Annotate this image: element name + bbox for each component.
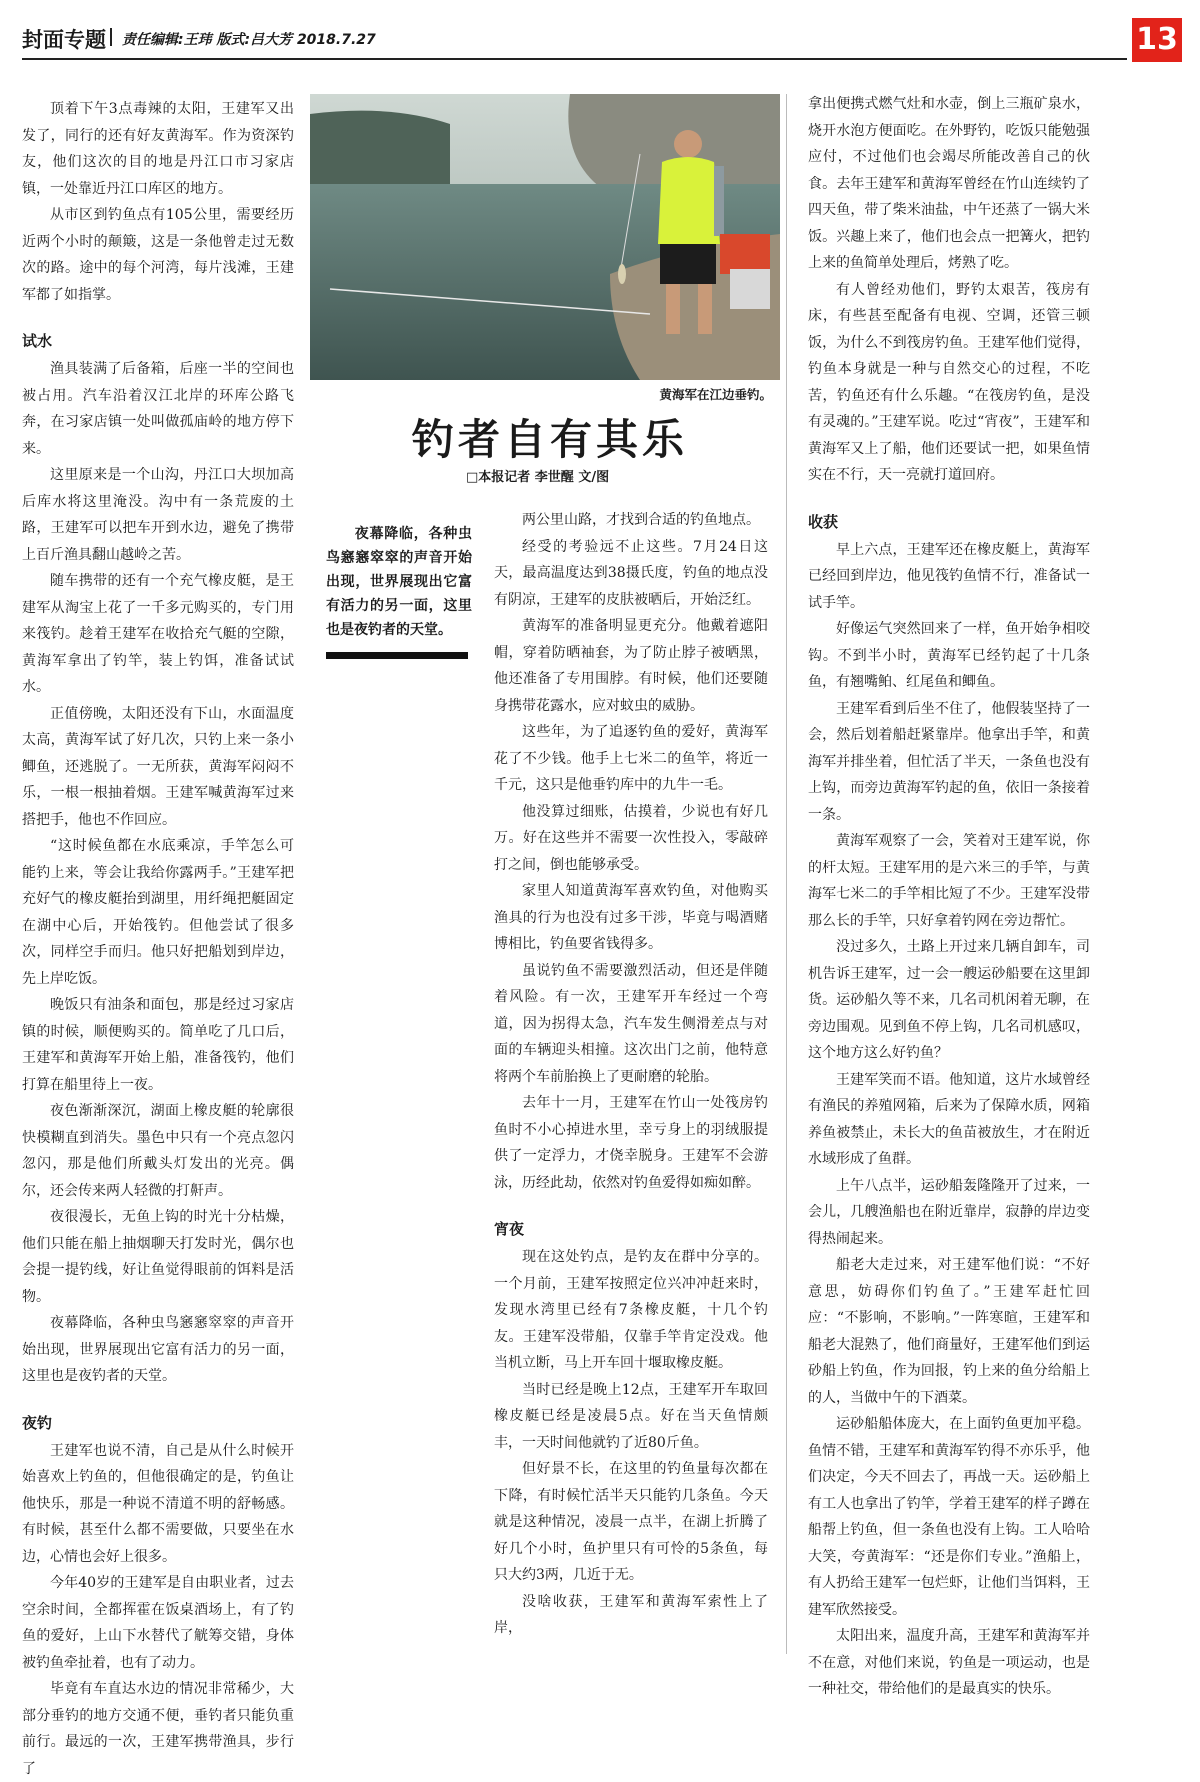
pull-quote-body: 夜幕降临，各种虫鸟窸窸窣窣的声音开始出现，世界展现出它富有活力的另一面，这里也是夜钓者的天堂。 bbox=[326, 526, 472, 638]
paragraph: 经受的考验远不止这些。7月24日这天，最高温度达到38摄氏度，钓鱼的地点没有阴凉，王建军的皮肤被晒后，开始泛红。 bbox=[494, 538, 768, 608]
paragraph: 拿出便携式燃气灶和水壶，倒上三瓶矿泉水，烧开水泡方便面吃。在外野钓，吃饭只能勉强应付，不过他们也会竭尽所能改善自己的伙食。去年王建军和黄海军曾经在竹山连续钓了四天鱼，带了柴米油盐，中午还蒸了一锅大米饭。兴趣上来了，他们也会点一把篝火，把钓上来的鱼简单处理后，烤熟了吃。 bbox=[808, 96, 1090, 271]
pull-quote bbox=[326, 522, 472, 659]
section-title: 封面专题 bbox=[22, 28, 106, 52]
column-divider bbox=[786, 94, 787, 1654]
paragraph: 这些年，为了追逐钓鱼的爱好，黄海军花了不少钱。他手上七米二的鱼竿，将近一千元，这只是他垂钓库中的九牛一毛。 bbox=[494, 724, 768, 793]
pull-quote-text bbox=[326, 522, 472, 642]
subheading-yediao: 夜钓 bbox=[22, 1413, 53, 1432]
paragraph: 王建军看到后坐不住了，他假装坚持了一会，然后划着船赶紧靠岸。他拿出手竿，和黄海军并排坐着，但忙活了半天，一条鱼也没有上钩，而旁边黄海军钓起的鱼，依旧一条接着一条。 bbox=[808, 700, 1090, 823]
paragraph: 夜色渐渐深沉，湖面上橡皮艇的轮廓很快模糊直到消失。墨色中只有一个亮点忽闪忽闪，那是他们所戴头灯发出的光亮。偶尔，还会传来两人轻微的打鼾声。 bbox=[22, 1103, 294, 1199]
paragraph: 两公里山路，才找到合适的钓鱼地点。 bbox=[522, 512, 760, 528]
pull-quote-rule bbox=[326, 652, 468, 659]
paragraph: 早上六点，王建军还在橡皮艇上，黄海军已经回到岸边，他见筏钓鱼情不行，准备试一试手竿。 bbox=[808, 541, 1090, 611]
paragraph: 王建军也说不清，自己是从什么时候开始喜欢上钓鱼的，但他很确定的是，钓鱼让他快乐，那是一种说不清道不明的舒畅感。有时候，甚至什么都不需要做，只要坐在水边，心情也会好上很多。 bbox=[22, 1442, 294, 1565]
paragraph: 黄海军观察了一会，笑着对王建军说，你的杆太短。王建军用的是六米三的手竿，与黄海军七米二的手竿相比短了不少。王建军没带那么长的手竿，只好拿着钓网在旁边帮忙。 bbox=[808, 833, 1090, 929]
header-separator bbox=[110, 28, 112, 46]
paragraph: 从市区到钓鱼点有105公里，需要经历近两个小时的颠簸，这是一条他曾走过无数次的路。途中的每个河湾，每片浅滩，王建军都了如指掌。 bbox=[22, 207, 294, 303]
paragraph: 没过多久，土路上开过来几辆自卸车，司机告诉王建军，过一会一艘运砂船要在这里卸货。运砂船久等不来，几名司机闲着无聊，在旁边围观。见到鱼不停上钩，几名司机感叹，这个地方这么好钓鱼？ bbox=[808, 939, 1090, 1061]
paragraph: 有人曾经劝他们，野钓太艰苦，筏房有床，有些甚至配备有电视、空调，还管三顿饭，为什么不到筏房钓鱼。王建军他们觉得，钓鱼本身就是一种与自然交心的过程，不吃苦，钓鱼还有什么乐趣。“在筏房钓鱼，是没有灵魂的。”王建军说。吃过“宵夜”，王建军和黄海军又上了船，他们还要试一把，如果鱼情实在不行，天一亮就打道回府。 bbox=[808, 281, 1090, 483]
paragraph: 去年十一月，王建军在竹山一处筏房钓鱼时不小心掉进水里，幸亏身上的羽绒服提供了一定浮力，才侥幸脱身。王建军不会游泳，历经此劫，依然对钓鱼爱得如痴如醉。 bbox=[494, 1095, 768, 1191]
subheading-shouhuo: 收获 bbox=[808, 512, 839, 531]
paragraph: 夜幕降临，各种虫鸟窸窸窣窣的声音开始出现，世界展现出它富有活力的另一面，这里也是夜钓者的天堂。 bbox=[22, 1315, 294, 1384]
paragraph: 他没算过细账，估摸着，少说也有好几万。好在这些并不需要一次性投入，零敲碎打之间，倒也能够承受。 bbox=[494, 803, 768, 873]
article-column-3 bbox=[808, 91, 1090, 1703]
photo-caption: 黄海军在江边垂钓。 bbox=[659, 387, 772, 402]
paragraph: 虽说钓鱼不需要激烈活动，但还是伴随着风险。有一次，王建军开车经过一个弯道，因为拐得太急，汽车发生侧滑差点与对面的车辆迎头相撞。这次出门之前，他特意将两个车前胎换上了更耐磨的轮胎。 bbox=[494, 962, 768, 1085]
header-rule bbox=[22, 58, 1127, 60]
paragraph: “这时候鱼都在水底乘凉，手竿怎么可能钓上来，等会让我给你露两手。”王建军把充好气的橡皮艇抬到湖里，用纤绳把艇固定在湖中心后，开始筏钓。但他尝试了很多次，同样空手而归。他只好把船划到岸边，先上岸吃饭。 bbox=[22, 838, 294, 987]
editor-info: 责任编辑:王玮 版式:吕大芳 2018.7.27 bbox=[122, 32, 376, 48]
paragraph: 随车携带的还有一个充气橡皮艇，是王建军从淘宝上花了一千多元购买的，专门用来筏钓。趁着王建军在收拾充气艇的空隙，黄海军拿出了钓竿，装上钓饵，准备试试水。 bbox=[22, 573, 294, 695]
page-header bbox=[22, 18, 1182, 58]
paragraph: 家里人知道黄海军喜欢钓鱼，对他购买渔具的行为也没有过多干涉，毕竟与喝酒赌博相比，钓鱼要省钱得多。 bbox=[494, 883, 768, 952]
paragraph: 现在这处钓点，是钓友在群中分享的。一个月前，王建军按照定位兴冲冲赶来时，发现水湾里已经有7条橡皮艇，十几个钓友。王建军没带船，仅靠手竿肯定没戏。他当机立断，马上开车回十堰取橡皮艇。 bbox=[494, 1249, 768, 1371]
paragraph: 晚饭只有油条和面包，那是经过习家店镇的时候，顺便购买的。简单吃了几口后，王建军和黄海军开始上船，准备筏钓，他们打算在船里待上一夜。 bbox=[22, 997, 294, 1093]
page-number: 13 bbox=[1132, 18, 1182, 62]
paragraph: 王建军笑而不语。他知道，这片水域曾经有渔民的养殖网箱，后来为了保障水质，网箱养鱼被禁止，未长大的鱼苗被放生，才在附近水域形成了鱼群。 bbox=[808, 1071, 1090, 1167]
paragraph: 黄海军的准备明显更充分。他戴着遮阳帽，穿着防晒袖套，为了防止脖子被晒黑，他还准备了专用围脖。有时候，他们还要随身携带花露水，应对蚊虫的威胁。 bbox=[494, 618, 768, 714]
fishing-photo-illustration bbox=[310, 94, 780, 380]
article-column-1 bbox=[22, 96, 294, 1782]
paragraph: 上午八点半，运砂船轰隆隆开了过来，一会儿，几艘渔船也在附近靠岸，寂静的岸边变得热闹起来。 bbox=[808, 1177, 1090, 1247]
paragraph: 运砂船船体庞大，在上面钓鱼更加平稳。鱼情不错，王建军和黄海军钓得不亦乐乎，他们决定，今天不回去了，再战一天。运砂船上有工人也拿出了钓竿，学着王建军的样子蹲在船帮上钓鱼，但一条鱼也没有上钩。工人哈哈大笑，夸黄海军：“还是你们专业。”渔船上，有人扔给王建军一包烂虾，让他们当饵料，王建军欣然接受。 bbox=[808, 1416, 1090, 1618]
paragraph: 船老大走过来，对王建军他们说：“不好意思，妨碍你们钓鱼了。”王建军赶忙回应：“不影响，不影响。”一阵寒暄，王建军和船老大混熟了，他们商量好，王建军他们到运砂船上钓鱼，作为回报，钓上来的鱼分给船上的人，当做中午的下酒菜。 bbox=[808, 1257, 1090, 1406]
byline: □本报记者 李世醒 文/图 bbox=[466, 470, 610, 485]
article-photo bbox=[310, 94, 780, 380]
paragraph: 太阳出来，温度升高，王建军和黄海军并不在意，对他们来说，钓鱼是一项运动，也是一种社交，带给他们的是最真实的快乐。 bbox=[808, 1628, 1090, 1697]
headline: 钓者自有其乐 bbox=[411, 415, 688, 464]
paragraph: 但好景不长，在这里的钓鱼量每次都在下降，有时候忙活半天只能钓几条鱼。今天就是这种情况，凌晨一点半，在湖上折腾了好几个小时，鱼护里只有可怜的5条鱼，每只大约3两，几近于无。 bbox=[494, 1461, 768, 1583]
paragraph: 好像运气突然回来了一样，鱼开始争相咬钩。不到半小时，黄海军已经钓起了十几条鱼，有翘嘴鲌、红尾鱼和鲫鱼。 bbox=[808, 621, 1090, 690]
paragraph: 渔具装满了后备箱，后座一半的空间也被占用。汽车沿着汉江北岸的环库公路飞奔，在习家店镇一处叫做孤庙岭的地方停下来。 bbox=[22, 361, 294, 457]
subheading-shishui: 试水 bbox=[22, 332, 53, 350]
paragraph: 这里原来是一个山沟，丹江口大坝加高后库水将这里淹没。沟中有一条荒废的土路，王建军可以把车开到水边，避免了携带上百斤渔具翻山越岭之苦。 bbox=[22, 467, 294, 563]
paragraph: 夜很漫长，无鱼上钩的时光十分枯燥，他们只能在船上抽烟聊天打发时光，偶尔也会提一提钓线，好让鱼觉得眼前的饵料是活物。 bbox=[22, 1209, 294, 1305]
article-column-2 bbox=[494, 507, 768, 1642]
paragraph: 顶着下午3点毒辣的太阳，王建军又出发了，同行的还有好友黄海军。作为资深钓友，他们这次的目的地是丹江口市习家店镇，一处靠近丹江口库区的地方。 bbox=[22, 101, 294, 197]
subheading-xiaoye: 宵夜 bbox=[494, 1220, 525, 1238]
paragraph: 当时已经是晚上12点，王建军开车取回橡皮艇已经是凌晨5点。好在当天鱼情颇丰，一天时间他就钓了近80斤鱼。 bbox=[494, 1381, 768, 1451]
paragraph: 正值傍晚，太阳还没有下山，水面温度太高，黄海军试了好几次，只钓上来一条小鲫鱼，还逃脱了。一无所获，黄海军闷闷不乐，一根一根抽着烟。王建军喊黄海军过来搭把手，他也不作回应。 bbox=[22, 705, 294, 828]
paragraph: 今年40岁的王建军是自由职业者，过去空余时间，全都挥霍在饭桌酒场上，有了钓鱼的爱好，上山下水替代了觥筹交错，身体被钓鱼牵扯着，也有了动力。 bbox=[22, 1575, 294, 1671]
paragraph: 毕竟有车直达水边的情况非常稀少，大部分垂钓的地方交通不便，垂钓者只能负重前行。最远的一次，王建军携带渔具，步行了 bbox=[22, 1681, 294, 1777]
paragraph: 没啥收获，王建军和黄海军索性上了岸， bbox=[494, 1593, 768, 1636]
